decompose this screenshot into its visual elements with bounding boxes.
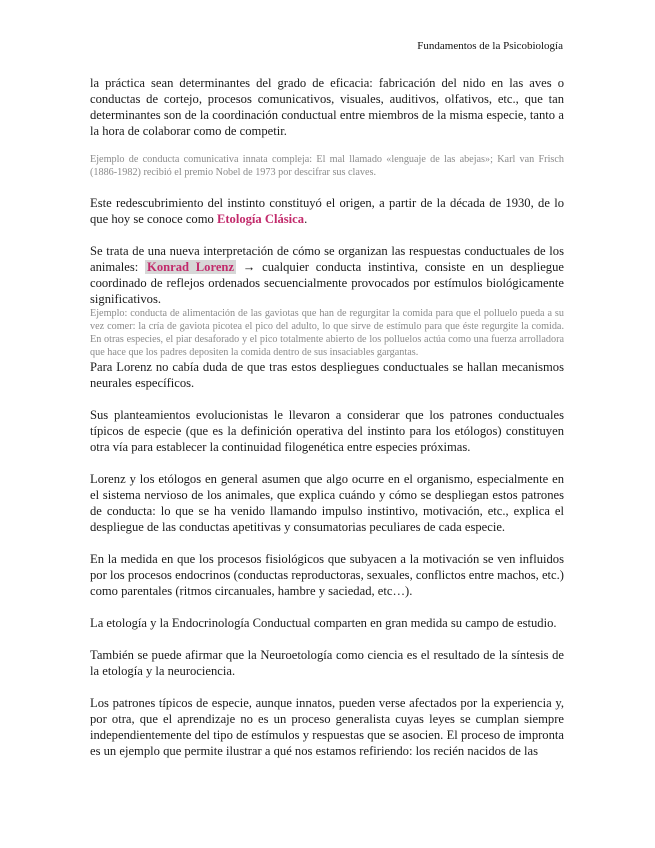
paragraph-7: En la medida en que los procesos fisiológicos que subyacen a la motivación se ven influidos por los procesos endocrinos (conductas reproductoras, sexuales, conflictos entre machos, etc.) como parentales (ritmos circanuales, hambre y saciedad, etc…).	[90, 552, 564, 598]
running-header: Fundamentos de la Psicobiología	[417, 40, 563, 52]
paragraph-3-rest: cualquier conducta instintiva, consiste en un despliegue coordinado de reflejos ordenados secuencialmente provocados por estímulos biológicamente significativos.	[90, 260, 564, 306]
body-text	[90, 75, 564, 759]
paragraph-9: También se puede afirmar que la Neuroetología como ciencia es el resultado de la síntesis de la etología y la neurociencia.	[90, 648, 564, 678]
arrow-icon: →	[242, 260, 256, 274]
paragraph-3	[90, 243, 564, 307]
term-etologia-clasica: Etología Clásica	[216, 212, 305, 226]
example-note-bees: Ejemplo de conducta comunicativa innata compleja: El mal llamado «lenguaje de las abejas»; Karl van Frisch (1886-1982) recibió el premio Nobel de 1973 por descifrar sus claves.	[90, 154, 564, 178]
paragraph-5: Sus planteamientos evolucionistas le llevaron a considerar que los patrones conductuales típicos de especie (que es la definición operativa del instinto para los etólogos) constituyen otra vía para establecer la continuidad filogenética entre especies próximas.	[90, 408, 564, 454]
paragraph-2-end: .	[304, 212, 308, 226]
highlighted-name-konrad-lorenz: Konrad Lorenz	[147, 260, 235, 274]
paragraph-2	[90, 195, 564, 227]
paragraph-6: Lorenz y los etólogos en general asumen que algo ocurre en el organismo, especialmente en el sistema nervioso de los animales, que explica cuándo y cómo se despliegan estos patrones de conducta: lo que se ha venido llamando impulso instintivo, motivación, etc., explica el despliegue de las conductas apetitivas y consumatorias peculiares de cada especie.	[90, 472, 564, 534]
paragraph-1: la práctica sean determinantes del grado de eficacia: fabricación del nido en las aves o conductas de cortejo, procesos comunicativos, visuales, auditivos, olfativos, etc., que tan determinantes son de la coordinación conductual entre miembros de la misma especie, tanto a la hora de colaborar como de competir.	[90, 76, 564, 138]
example-note-gulls: Ejemplo: conducta de alimentación de las gaviotas que han de regurgitar la comida para que el polluelo pueda a su vez comer: la cría de gaviota picotea el pico del adulto, lo que sirve de estímulo para que éste regurgite la comida. En otras especies, el piar desaforado y el pico totalmente abierto de los polluelos actúa como una fuerza arrolladora que hace que los padres depositen la comida dentro de sus insaciables gargantas.	[90, 308, 564, 358]
paragraph-8: La etología y la Endocrinología Conductual comparten en gran medida su campo de estudio.	[90, 616, 557, 630]
paragraph-10: Los patrones típicos de especie, aunque innatos, pueden verse afectados por la experiencia y, por otra, que el aprendizaje no es un proceso generalista cuyas leyes se cumplan siempre independientemente del tipo de estímulos y respuestas que se asocien. El proceso de impronta es un ejemplo que permite ilustrar a qué nos estamos refiriendo: los recién nacidos de las	[90, 696, 564, 758]
paragraph-3-text: Se trata de una nueva interpretación de cómo se organizan las respuestas conductuales de los animales:	[90, 244, 564, 274]
paragraph-4: Para Lorenz no cabía duda de que tras estos despliegues conductuales se hallan mecanismos neurales específicos.	[90, 360, 564, 390]
paragraph-2-text: Este redescubrimiento del instinto constituyó el origen, a partir de la década de 1930, de lo que hoy se conoce como	[90, 196, 564, 226]
